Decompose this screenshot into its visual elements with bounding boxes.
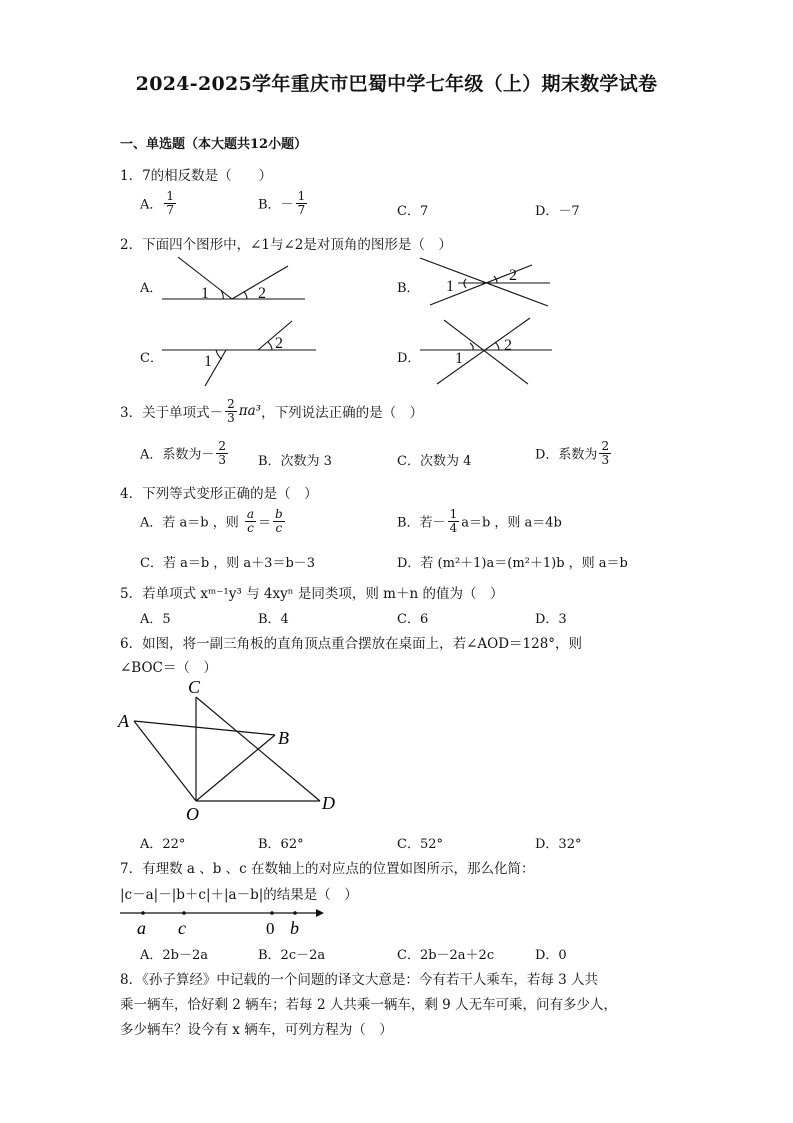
- question-2-stem: 2．下面四个图形中，∠1与∠2是对顶角的图形是（ ）: [120, 237, 452, 253]
- question-6-option-a: A．22°: [140, 837, 186, 852]
- point-b-label: B: [278, 728, 289, 748]
- question-6-figure: [110, 675, 360, 825]
- section-heading: 一、单选题（本大题共12小题）: [120, 137, 308, 152]
- question-7-stem-line-1: 7．有理数 a 、b 、c 在数轴上的对应点的位置如图所示，那么化简：: [120, 861, 535, 877]
- axis-arrow: [316, 909, 324, 917]
- question-4-option-a: A．若 a＝b ，则 $\frac{a}{c}$ ＝ $\frac{b}{c}$: [140, 507, 283, 535]
- fig-a-arc-2: [244, 292, 247, 299]
- question-5-stem: 5．若单项式 xᵐ⁻¹y³ 与 4xyⁿ 是同类项，则 m＋n 的值为（ ）: [120, 586, 504, 602]
- question-5-option-c: C．6: [397, 612, 429, 627]
- question-6-option-d: D．32°: [535, 837, 582, 852]
- question-2-option-c: C．: [140, 351, 163, 366]
- question-3-option-c: C．次数为 4: [397, 454, 472, 469]
- question-5-option-d: D．3: [535, 612, 567, 627]
- question-6-option-c: C．52°: [397, 837, 443, 852]
- question-4-stem: 4．下列等式变形正确的是（ ）: [120, 486, 318, 502]
- question-7-stem-line-2: |c－a|－|b＋c|＋|a－b|的结果是（ ）: [120, 887, 358, 903]
- question-8-line-2: 乘一辆车，恰好剩 2 辆车；若每 2 人共乘一辆车，剩 9 人无车可乘，问有多少人，: [120, 997, 618, 1013]
- question-3-stem: 3．关于单项式－ $\frac{2}{3}$ πa³，下列说法正确的是（ ）: [120, 397, 424, 425]
- point-c-label: C: [188, 677, 201, 697]
- question-7-option-c: C．2b－2a＋2c: [397, 948, 495, 963]
- axis-label-b: b: [290, 918, 299, 938]
- question-2-figures: [0, 0, 793, 400]
- axis-label-a: a: [137, 918, 146, 938]
- question-3-option-b: B．次数为 3: [258, 454, 332, 469]
- question-7-number-line: [110, 902, 340, 940]
- axis-label-zero: 0: [266, 919, 275, 938]
- question-4-option-b: B．若－ $\frac{1}{4}$ a＝b ，则 a＝4b: [397, 507, 562, 535]
- fig-b-line-1: [420, 258, 548, 306]
- question-7-option-a: A．2b－2a: [140, 948, 209, 963]
- fig-b-label-2: 2: [509, 267, 517, 284]
- segment-ob: [196, 735, 275, 801]
- point-zero: [270, 911, 274, 915]
- point-a-label: A: [118, 711, 129, 731]
- fig-d-label-2: 2: [504, 337, 512, 354]
- fig-c-arc-2: [268, 342, 272, 350]
- page-title: 2024-2025学年重庆市巴蜀中学七年级（上）期末数学试卷: [135, 73, 658, 95]
- question-3-option-d: D．系数为 $\frac{2}{3}$: [535, 439, 610, 467]
- point-d-label: D: [322, 793, 335, 813]
- question-4-option-c: C．若 a＝b ，则 a＋3＝b－3: [140, 556, 316, 571]
- fig-b-label-1: 1: [446, 278, 454, 295]
- fig-d-line-2: [437, 318, 530, 384]
- question-5-option-b: B．4: [258, 612, 289, 627]
- point-b: [293, 911, 297, 915]
- question-5-option-a: A．5: [140, 612, 171, 627]
- question-1-stem: 1．7的相反数是（ ）: [120, 168, 273, 184]
- segment-ao: [134, 721, 196, 801]
- fig-c-label-1: 1: [204, 353, 212, 370]
- question-8-line-1: 8．《孙子算经》中记载的一个问题的译文大意是：今有若干人乘车，若每 3 人共: [120, 972, 599, 988]
- question-7-option-d: D．0: [535, 948, 567, 963]
- question-6-stem-line-1: 6．如图，将一副三角板的直角顶点重合摆放在桌面上，若∠AOD＝128°，则: [120, 636, 583, 652]
- question-1-option-b: B．－ $\frac{1}{7}$: [258, 189, 306, 217]
- fig-d-arc-2: [495, 342, 499, 350]
- question-3-option-a: A．系数为－ $\frac{2}{3}$: [140, 439, 227, 467]
- fig-a-label-2: 2: [258, 285, 266, 302]
- point-a: [141, 911, 145, 915]
- fig-d-label-1: 1: [455, 350, 463, 367]
- fig-d-arc-1: [470, 343, 473, 350]
- question-2-option-a: A．: [140, 281, 163, 296]
- question-8-line-3: 多少辆车？设今有 x 辆车，可列方程为（ ）: [120, 1022, 393, 1038]
- question-6-stem-line-2: ∠BOC＝（ ）: [120, 660, 217, 676]
- question-1-option-d: D．－7: [535, 204, 580, 219]
- point-o-label: O: [186, 804, 199, 824]
- question-6-option-b: B．62°: [258, 837, 304, 852]
- fig-a-label-1: 1: [201, 285, 209, 302]
- axis-label-c: c: [178, 918, 186, 938]
- question-2-option-d: D．: [397, 351, 421, 366]
- question-4-option-d: D．若 (m²＋1)a＝(m²＋1)b ，则 a＝b: [397, 556, 628, 571]
- question-7-option-b: B．2c－2a: [258, 948, 326, 963]
- question-2-option-b: B．: [397, 281, 420, 296]
- question-1-option-a: A． $\frac{1}{7}$: [140, 189, 175, 217]
- fig-c-label-2: 2: [275, 335, 283, 352]
- segment-ab: [134, 721, 275, 735]
- question-1-option-c: C．7: [397, 204, 429, 219]
- point-c: [182, 911, 186, 915]
